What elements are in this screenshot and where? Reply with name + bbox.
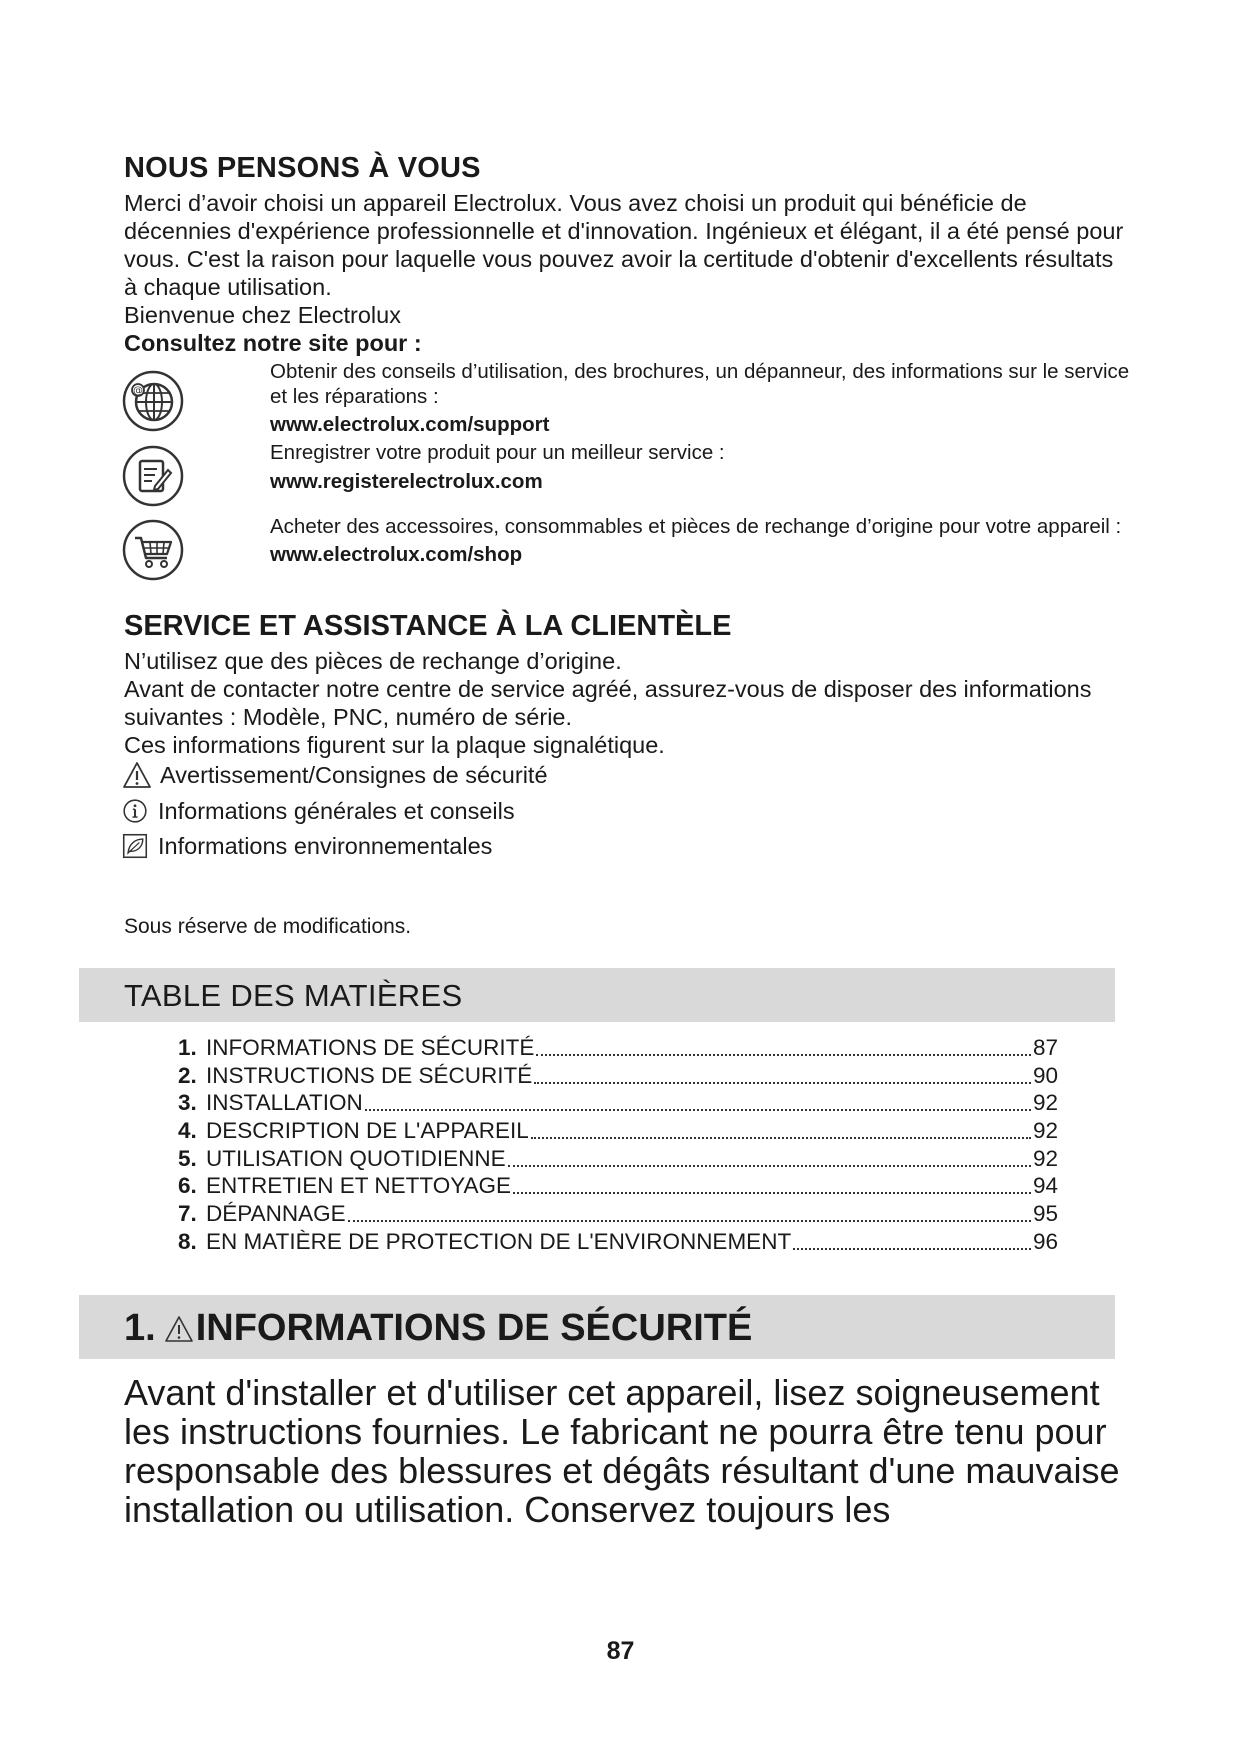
toc-entry-label: DÉPANNAGE xyxy=(206,1201,346,1227)
toc-entry-number: 2. xyxy=(178,1062,197,1088)
section-title xyxy=(124,1307,752,1350)
toc-leader-dots xyxy=(536,1036,1031,1056)
toc-entry[interactable] xyxy=(178,1062,1058,1090)
legend-info-label: Informations générales et conseils xyxy=(158,798,515,824)
link-shop-url[interactable]: www.electrolux.com/shop xyxy=(270,543,523,566)
shopping-cart-icon xyxy=(121,518,185,582)
toc-entry-label: UTILISATION QUOTIDIENNE xyxy=(206,1145,506,1171)
link-support-text: Obtenir des conseils d’utilisation, des brochures, un dépanneur, des informations sur le service et les réparations : xyxy=(270,360,1130,408)
table-of-contents xyxy=(178,1034,1058,1256)
toc-entry-number: 3. xyxy=(178,1090,197,1116)
toc-entry-number: 1. xyxy=(178,1035,197,1060)
link-register-text: Enregistrer votre produit pour un meilleur service : xyxy=(270,441,725,464)
toc-entry[interactable] xyxy=(178,1228,1058,1256)
toc-title: TABLE DES MATIÈRES xyxy=(124,978,463,1013)
link-shop-block xyxy=(270,514,1130,567)
toc-entry-number: 7. xyxy=(178,1201,197,1227)
warning-icon xyxy=(164,1314,194,1344)
link-support-block xyxy=(270,359,1130,437)
link-shop-text: Acheter des accessoires, consommables et pièces de rechange d’origine pour votre appareil : xyxy=(270,515,1122,538)
toc-entry-label: INFORMATIONS DE SÉCURITÉ xyxy=(206,1035,535,1060)
toc-entry-label: INSTRUCTIONS DE SÉCURITÉ xyxy=(206,1062,533,1088)
toc-entry[interactable] xyxy=(178,1172,1058,1200)
info-icon xyxy=(122,798,148,824)
toc-entry[interactable] xyxy=(178,1117,1058,1145)
legend-environment xyxy=(122,830,492,862)
toc-leader-dots xyxy=(531,1119,1031,1139)
link-register-url[interactable]: www.registerelectrolux.com xyxy=(270,470,543,493)
toc-entry-label: EN MATIÈRE DE PROTECTION DE L'ENVIRONNEMENT xyxy=(206,1228,792,1254)
toc-entry-page: 92 xyxy=(1032,1090,1058,1116)
intro-paragraph: Merci d’avoir choisi un appareil Electrolux. Vous avez choisi un produit qui bénéficie de décennies d'expérience professionnelle et d'innovation. Ingénieux et élégant, il a été pensé pour vous. C'est la raison pour laquelle vous pouvez avoir la certitude d'obtenir d'excellents résultats à chaque utilisation. xyxy=(124,190,1124,300)
toc-entry[interactable] xyxy=(178,1034,1058,1062)
toc-leader-dots xyxy=(534,1064,1031,1084)
toc-header-bar xyxy=(79,968,1115,1022)
toc-entry-page: 95 xyxy=(1032,1201,1058,1227)
service-title: SERVICE ET ASSISTANCE À LA CLIENTÈLE xyxy=(124,610,732,642)
toc-entry-page: 94 xyxy=(1032,1173,1058,1199)
section-body-text: Avant d'installer et d'utiliser cet appareil, lisez soigneusement les instructions fournies. Le fabricant ne pourra être tenu pour responsable des blessures et dégâts résultant d'une mauvaise installation ou utilisation. Conservez toujours les xyxy=(124,1372,1120,1530)
section-title-text: INFORMATIONS DE SÉCURITÉ xyxy=(195,1307,753,1349)
page-number: 87 xyxy=(606,1637,635,1665)
toc-entry-page: 96 xyxy=(1032,1228,1058,1254)
legend-warning xyxy=(122,759,548,791)
toc-leader-dots xyxy=(513,1174,1031,1194)
toc-entry-number: 8. xyxy=(178,1228,197,1254)
toc-entry-page: 90 xyxy=(1032,1062,1058,1088)
toc-entry-page: 87 xyxy=(1032,1035,1058,1060)
legend-warning-label: Avertissement/Consignes de sécurité xyxy=(160,762,548,788)
toc-leader-dots xyxy=(793,1230,1031,1250)
warning-icon xyxy=(122,760,152,790)
section-header-bar xyxy=(79,1295,1115,1359)
toc-entry-page: 92 xyxy=(1032,1145,1058,1171)
toc-leader-dots xyxy=(348,1202,1031,1222)
service-line: Ces informations figurent sur la plaque signalétique. xyxy=(124,732,665,758)
reserve-note: Sous réserve de modifications. xyxy=(124,915,412,938)
legend-environment-label: Informations environnementales xyxy=(158,833,493,859)
toc-entry[interactable] xyxy=(178,1145,1058,1173)
toc-entry-number: 5. xyxy=(178,1145,197,1171)
toc-leader-dots xyxy=(365,1091,1031,1111)
legend-info xyxy=(122,795,515,827)
toc-entry-label: INSTALLATION xyxy=(206,1090,363,1116)
svg-text:@: @ xyxy=(133,385,143,397)
service-line: N’utilisez que des pièces de rechange d’origine. xyxy=(124,648,622,674)
toc-entry-page: 92 xyxy=(1032,1118,1058,1144)
section-number: 1. xyxy=(124,1307,156,1349)
globe-icon xyxy=(121,369,185,433)
link-register-block xyxy=(270,440,1130,494)
toc-entry-label: ENTRETIEN ET NETTOYAGE xyxy=(206,1173,512,1199)
site-heading: Consultez notre site pour : xyxy=(124,330,422,356)
toc-leader-dots xyxy=(508,1147,1031,1167)
intro-block xyxy=(124,189,1124,357)
toc-entry-number: 4. xyxy=(178,1118,197,1144)
leaf-icon xyxy=(122,833,148,859)
page-title: NOUS PENSONS À VOUS xyxy=(124,152,481,184)
toc-entry-number: 6. xyxy=(178,1173,197,1199)
toc-entry[interactable] xyxy=(178,1200,1058,1228)
welcome-text: Bienvenue chez Electrolux xyxy=(124,302,401,328)
service-block xyxy=(124,647,1124,759)
toc-entry[interactable] xyxy=(178,1089,1058,1117)
toc-entry-label: DESCRIPTION DE L'APPAREIL xyxy=(206,1118,529,1144)
service-line: Avant de contacter notre centre de service agréé, assurez-vous de disposer des informations suivantes : Modèle, PNC, numéro de série. xyxy=(124,676,1092,730)
link-support-url[interactable]: www.electrolux.com/support xyxy=(270,413,550,436)
register-icon xyxy=(121,444,185,508)
